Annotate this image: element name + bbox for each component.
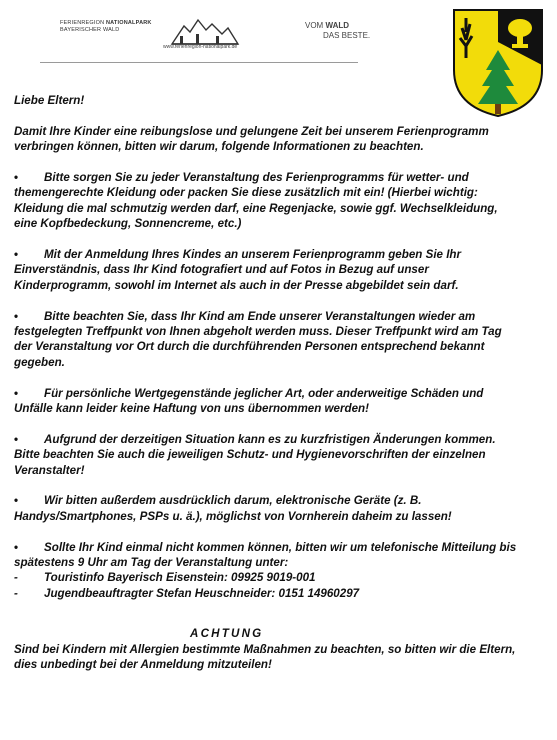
bullet-clothing [14,170,534,232]
bullet-line: der Veranstaltung vor Ort durch die durchführenden Personen entsprechend bekannt [14,340,485,354]
bullet-dot: • [14,309,19,323]
greeting: Liebe Eltern! [14,94,85,107]
bullet-line: eine Kopfbedeckung, Sonnencreme, etc.) [14,217,242,231]
bullet-line: Kleidung die mal schmutzig werden darf, eine Regenjacke, sowie ggf. Wechselkleidung, [14,201,498,215]
bullet-dot: • [14,494,19,508]
bullet-line: Aufgrund der derzeitigen Situation kann es zu kurzfristigen Änderungen kommen. [44,432,496,446]
ferienregion-logo [60,20,152,34]
contact-list [14,570,534,601]
website-url: www.ferienregion-nationalpark.de [163,44,238,50]
bullet-liability [14,386,534,417]
bullet-changes [14,432,534,478]
intro-line: Damit Ihre Kinder eine reibungslose und gelungene Zeit bei unserem Ferienprogramm [14,124,489,138]
bullet-line: Bitte sorgen Sie zu jeder Veranstaltung des Ferienprogramms für wetter- und [44,171,469,184]
vom-wald-logo [305,21,370,41]
bullet-line: spätestens 9 Uhr am Tag der Veranstaltung unter: [14,556,289,570]
header-divider [40,62,358,63]
bullet-line: Unfälle kann leider keine Haftung von uns übernommen werden! [14,402,369,416]
bullet-line: Für persönliche Wertgegenstände jeglicher Art, oder anderweitige Schäden und [44,386,484,400]
bullet-line: Bitte beachten Sie auch die jeweiligen Schutz- und Hygienevorschriften der einzelnen [14,448,486,462]
bullet-dot: • [14,386,19,400]
allergy-line: Sind bei Kindern mit Allergien bestimmte Maßnahmen zu beachten, so bitten wir die Eltern, [14,643,516,656]
bullet-line: Kinderprogramm, sowohl im Internet als auch in der Presse abgebildet sein darf. [14,278,459,292]
ferienregion-logo-text-b: NATIONALPARK [106,20,152,26]
contact-text: Jugendbeauftragter Stefan Heuschneider: 0151 14960297 [44,586,360,600]
bullet-line: themengerechte Kleidung oder packen Sie diese zusätzlich mit ein! (Hierbei wichtig: [14,186,478,200]
intro-line: verbringen können, bitten wir darum, folgende Informationen zu beachten. [14,140,424,154]
ferienregion-logo-text-a: FERIENREGION [60,20,106,26]
bullet-line: festgelegten Treffpunkt von Ihnen abgeholt werden muss. Dieser Treffpunkt wird am Tag [14,325,502,339]
bullet-line: Veranstalter! [14,463,85,477]
nationalpark-mountain-icon [170,14,240,48]
contact-dash: - [14,586,18,600]
bullet-devices [14,493,534,524]
vom-wald-text-a: VOM [305,21,326,30]
contact-touristinfo [14,570,534,585]
vom-wald-text-b: WALD [325,21,350,30]
bullet-line: Mit der Anmeldung Ihres Kindes an unserem Ferienprogramm geben Sie Ihr [44,248,462,262]
letter-body [14,93,534,601]
bullet-dot: • [14,171,19,184]
contact-jugendbeauftragter [14,586,534,601]
bullet-dot: • [14,540,19,554]
allergy-notice [14,642,534,673]
contact-text: Touristinfo Bayerisch Eisenstein: 09925 9019-001 [44,571,316,585]
bullet-photo-consent [14,247,534,293]
bullet-dot: • [14,432,19,446]
bullet-line: Wir bitten außerdem ausdrücklich darum, elektronische Geräte (z. B. [44,494,422,508]
bullet-pickup [14,309,534,371]
allergy-line: dies unbedingt bei der Anmeldung mitzuteilen! [14,658,272,672]
bullet-dot: • [14,248,19,262]
bullet-absence [14,540,534,602]
achtung-heading: ACHTUNG [190,627,264,640]
ferienregion-logo-subtext: BAYERISCHER WALD [60,27,120,33]
bullet-line: gegeben. [14,355,65,369]
bullet-line: Bitte beachten Sie, dass Ihr Kind am Ende unserer Veranstaltungen wieder am [44,309,476,323]
bullet-line: Sollte Ihr Kind einmal nicht kommen können, bitten wir um telefonische Mitteilung bis [44,540,517,554]
intro-paragraph [14,124,534,155]
bullet-line: Einverständnis, dass Ihr Kind fotografiert und auf Fotos in Bezug auf unser [14,263,429,277]
contact-dash: - [14,571,18,585]
vom-wald-subtext: DAS BESTE. [323,31,371,40]
bullet-line: Handys/Smartphones, PSPs u. ä.), möglichst von Vornherein daheim zu lassen! [14,509,452,523]
